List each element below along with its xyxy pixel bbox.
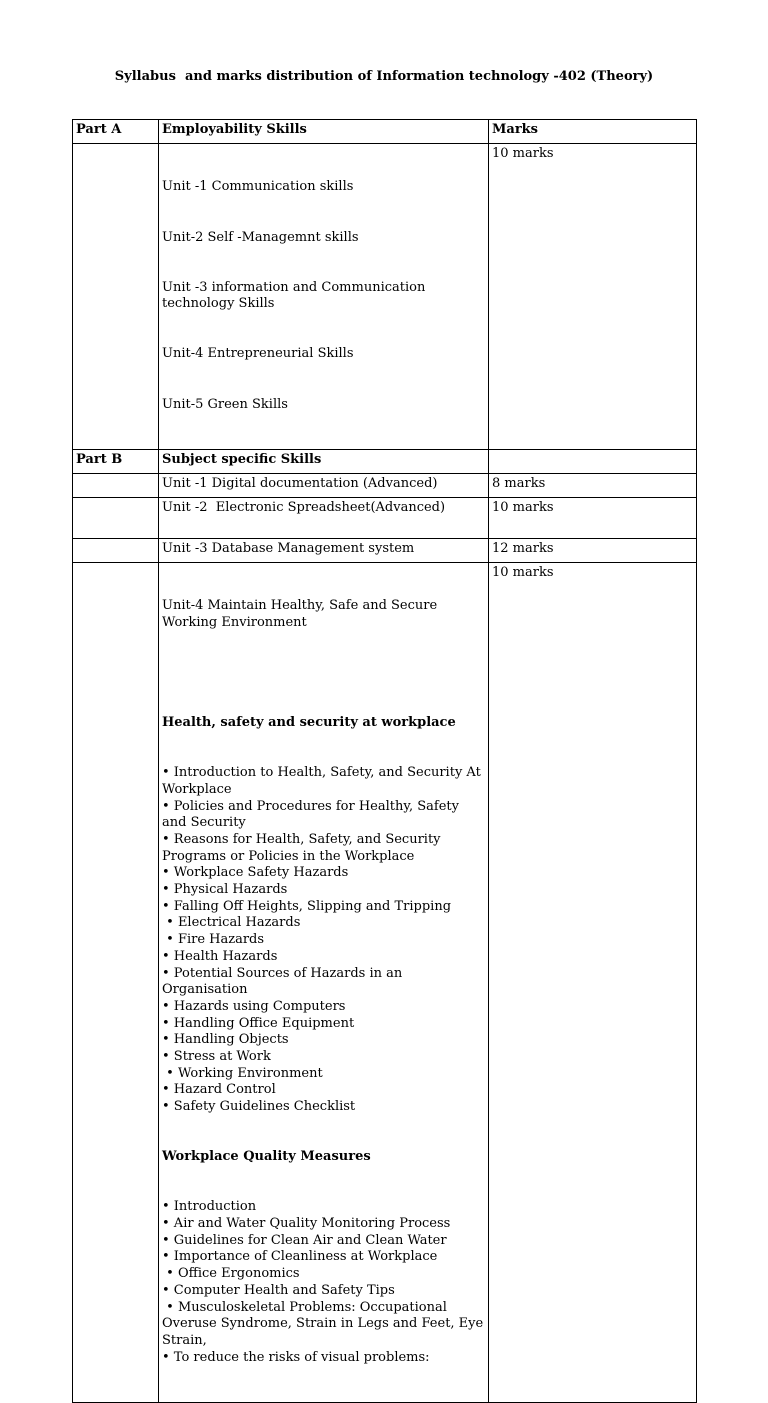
part-a-label: Part A bbox=[73, 120, 159, 144]
part-b-unit-1-marks: 8 marks bbox=[489, 473, 697, 497]
list-item: • Physical Hazards bbox=[162, 882, 288, 898]
list-item: • Hazard Control bbox=[162, 1082, 276, 1098]
employability-skills-heading: Employability Skills bbox=[159, 120, 489, 144]
list-item: • Safety Guidelines Checklist bbox=[162, 1099, 356, 1115]
part-b-header-row bbox=[73, 449, 697, 473]
table-row bbox=[73, 497, 697, 538]
part-a-unit-3: Unit -3 information and Communication technology Skills bbox=[162, 279, 430, 312]
empty-cell bbox=[73, 144, 159, 450]
subject-specific-skills-heading: Subject specific Skills bbox=[159, 449, 489, 473]
part-b-unit-2: Unit -2 Electronic Spreadsheet(Advanced) bbox=[159, 497, 489, 538]
health-safety-topic-list bbox=[162, 765, 485, 1116]
list-item: • Handling Objects bbox=[162, 1032, 289, 1048]
part-a-unit-5: Unit-5 Green Skills bbox=[162, 396, 288, 412]
part-b-unit-3: Unit -3 Database Management system bbox=[159, 538, 489, 562]
table-row bbox=[73, 538, 697, 562]
list-item: • Policies and Procedures for Healthy, Safety and Security bbox=[162, 798, 464, 831]
list-item: • Hazards using Computers bbox=[162, 998, 346, 1014]
part-a-units-row bbox=[73, 144, 697, 450]
empty-cell bbox=[73, 538, 159, 562]
list-item: • Importance of Cleanliness at Workplace bbox=[162, 1249, 438, 1265]
list-item: • Office Ergonomics bbox=[162, 1266, 300, 1282]
part-b-unit-4-details bbox=[159, 562, 489, 1402]
list-item: • Electrical Hazards bbox=[162, 915, 301, 931]
empty-cell bbox=[73, 497, 159, 538]
part-b-unit-4-marks: 10 marks bbox=[489, 562, 697, 1402]
part-a-unit-1: Unit -1 Communication skills bbox=[162, 179, 354, 195]
list-item: • Handling Office Equipment bbox=[162, 1015, 355, 1031]
quality-measures-topic-list bbox=[162, 1199, 488, 1366]
list-item: • Reasons for Health, Safety, and Security Programs or Policies in the Workplace bbox=[162, 831, 445, 864]
unit-4-title: Unit-4 Maintain Healthy, Safe and Secure Working Environment bbox=[162, 598, 442, 630]
document-title: Syllabus and marks distribution of Information technology -402 (Theory) bbox=[114, 69, 654, 84]
spacer-line bbox=[162, 665, 485, 682]
list-item: • Introduction to Health, Safety, and Security At Workplace bbox=[162, 765, 485, 797]
table-row bbox=[73, 562, 697, 1402]
list-item: • Health Hazards bbox=[162, 948, 278, 964]
part-a-unit-4: Unit-4 Entrepreneurial Skills bbox=[162, 346, 354, 362]
list-item: • Fire Hazards bbox=[162, 932, 265, 948]
syllabus-table bbox=[72, 119, 697, 1403]
list-item: • Air and Water Quality Monitoring Process bbox=[162, 1216, 451, 1232]
list-item: • Guidelines for Clean Air and Clean Water bbox=[162, 1232, 447, 1248]
list-item: • Introduction bbox=[162, 1199, 257, 1215]
part-b-unit-1: Unit -1 Digital documentation (Advanced) bbox=[159, 473, 489, 497]
section-heading-health-safety: Health, safety and security at workplace bbox=[162, 714, 456, 730]
section-heading-quality-measures: Workplace Quality Measures bbox=[162, 1149, 371, 1165]
list-item: • Stress at Work bbox=[162, 1049, 271, 1065]
part-b-label: Part B bbox=[73, 449, 159, 473]
empty-cell bbox=[73, 562, 159, 1402]
list-item: • Working Environment bbox=[162, 1065, 323, 1081]
table-row bbox=[73, 473, 697, 497]
part-b-unit-3-marks: 12 marks bbox=[489, 538, 697, 562]
empty-cell bbox=[489, 449, 697, 473]
list-item: • Falling Off Heights, Slipping and Tripping bbox=[162, 898, 452, 914]
list-item: • Workplace Safety Hazards bbox=[162, 865, 349, 881]
part-b-unit-2-marks: 10 marks bbox=[489, 497, 697, 538]
list-item: • To reduce the risks of visual problems: bbox=[162, 1349, 430, 1365]
list-item: • Musculoskeletal Problems: Occupational Overuse Syndrome, Strain in Legs and Feet, Eye Strain, bbox=[162, 1299, 488, 1348]
part-a-unit-2: Unit-2 Self -Managemnt skills bbox=[162, 229, 359, 245]
part-a-unit-list bbox=[159, 144, 489, 450]
list-item: • Potential Sources of Hazards in an Organisation bbox=[162, 965, 407, 998]
part-a-marks: 10 marks bbox=[489, 144, 697, 450]
empty-cell bbox=[73, 473, 159, 497]
marks-column-heading: Marks bbox=[489, 120, 697, 144]
list-item: • Computer Health and Safety Tips bbox=[162, 1282, 395, 1298]
table-header-row bbox=[73, 120, 697, 144]
